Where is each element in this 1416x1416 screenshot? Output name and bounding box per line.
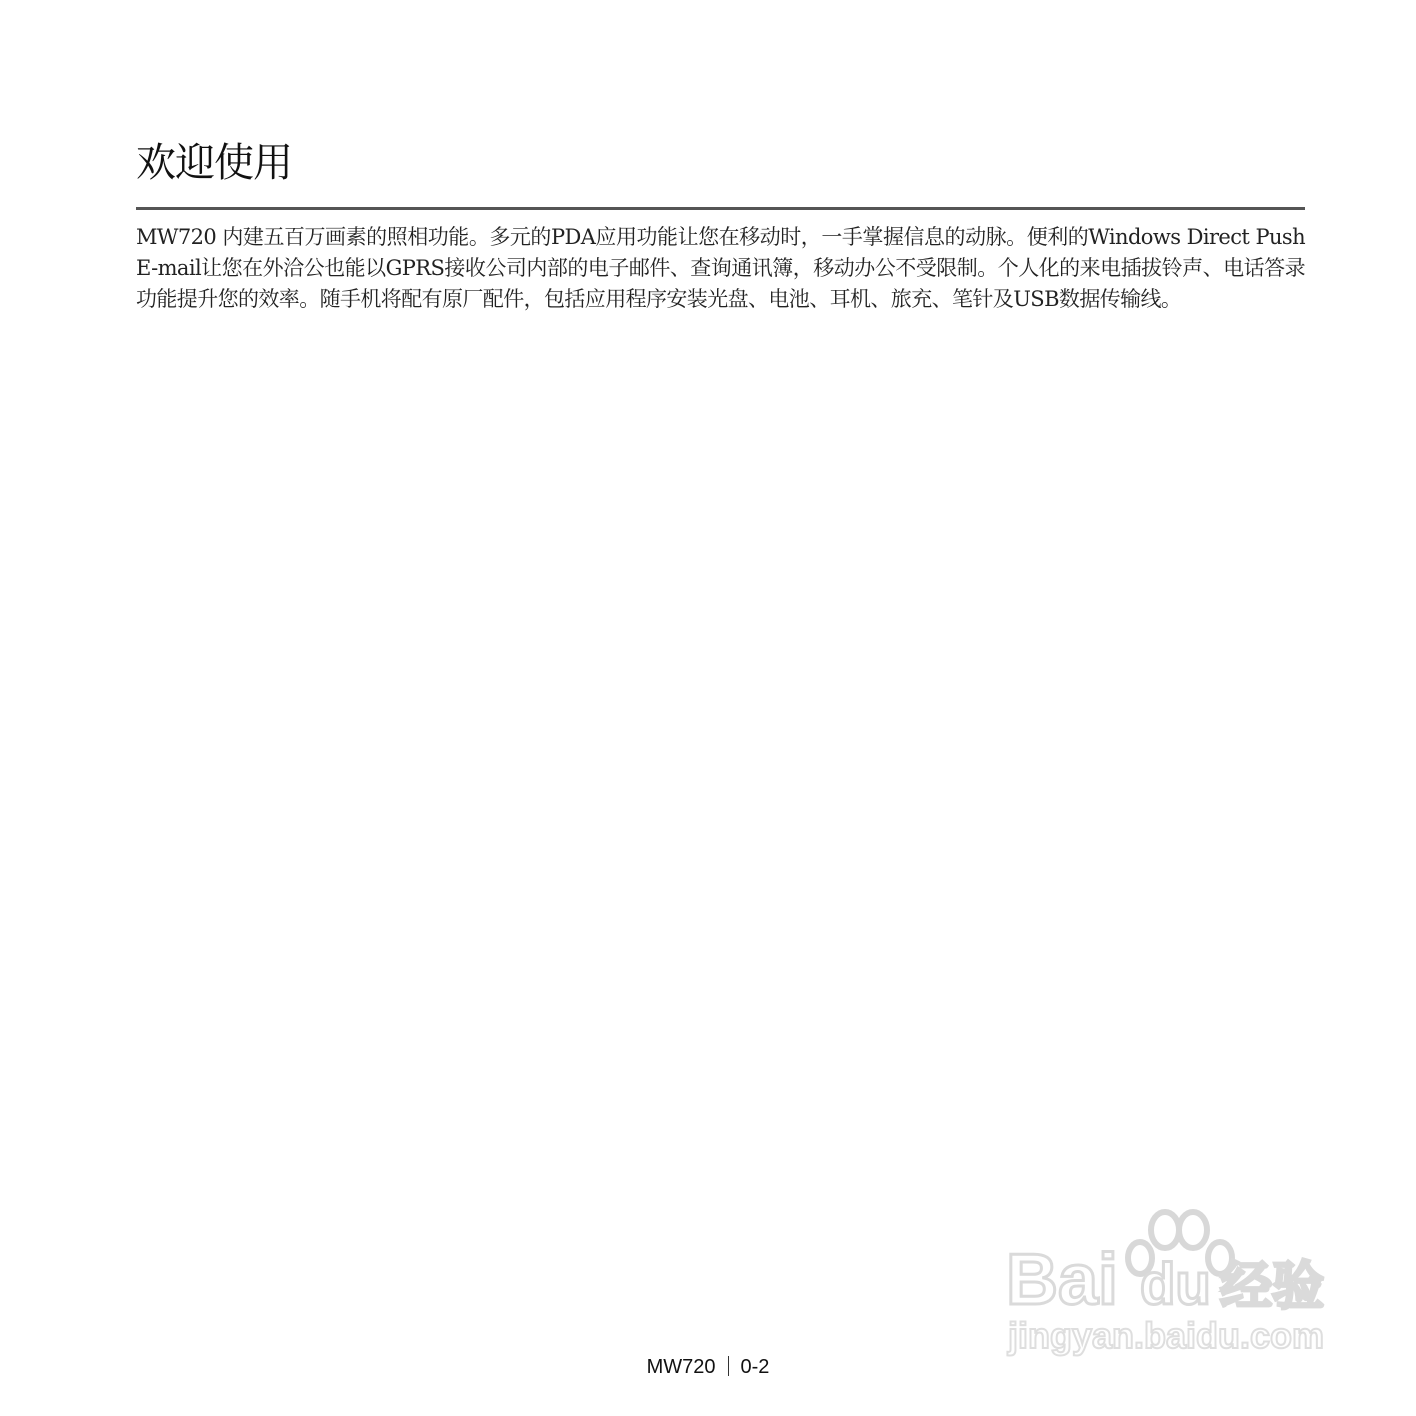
svg-text:du: du <box>1140 1252 1211 1317</box>
footer-page-number: 0-2 <box>740 1356 770 1378</box>
baidu-jingyan-watermark <box>1000 1200 1340 1370</box>
title-divider <box>136 207 1305 210</box>
baidu-watermark-logo <box>1000 1200 1340 1370</box>
page-footer <box>0 1353 1416 1381</box>
svg-text:jingyan.baidu.com: jingyan.baidu.com <box>1008 1315 1325 1356</box>
page-title: 欢迎使用 <box>136 140 292 186</box>
svg-text:Bai: Bai <box>1006 1240 1119 1320</box>
footer-separator <box>728 1356 729 1376</box>
intro-paragraph: MW720 内建五百万画素的照相功能。多元的PDA应用功能让您在移动时，一手掌握信息的动脉。便利的Windows Direct Push E-mail让您在外洽公也能以GPRS接收公司内部的电子邮件、查询通讯簿，移动办公不受限制。个人化的来电插拔铃声、电话答录功能提升您的效率。随手机将配有原厂配件，包括应用程序安装光盘、电池、耳机、旅充、笔针及USB数据传输线。 <box>136 225 1305 311</box>
svg-text:经验: 经验 <box>1220 1258 1325 1316</box>
footer-model: MW720 <box>646 1356 716 1378</box>
